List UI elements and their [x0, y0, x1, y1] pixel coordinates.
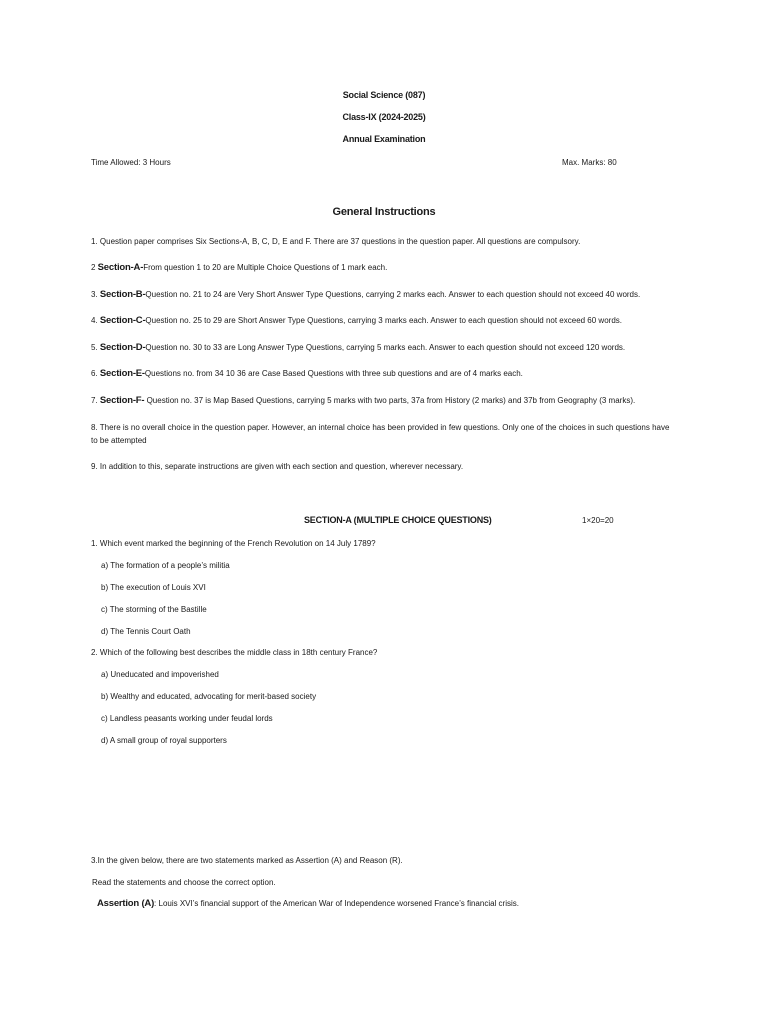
instruction-item	[91, 342, 625, 353]
section-label: Section-E-	[99, 368, 145, 379]
instruction-number: 4.	[91, 316, 100, 325]
question-text: 2. Which of the following best describes the middle class in 18th century France?	[91, 648, 378, 657]
instruction-text: Questions no. from 34 10 36 are Case Based Questions with three sub questions and are of 4 marks each.	[144, 369, 523, 378]
question-option: d) A small group of royal supporters	[101, 736, 227, 745]
instruction-text: 9. In addition to this, separate instructions are given with each section and question, wherever necessary.	[91, 462, 464, 471]
instruction-text: 8. There is no overall choice in the question paper. However, an internal choice has been provided in few questions. Only one of the choices in such questions have to be attempted	[91, 423, 670, 445]
instruction-text: From question 1 to 20 are Multiple Choice Questions of 1 mark each.	[143, 263, 388, 272]
instruction-item	[91, 289, 640, 300]
instruction-number: 3.	[91, 290, 100, 299]
question-option: c) The storming of the Bastille	[101, 605, 207, 614]
assertion-text: : Louis XVI’s financial support of the American War of Independence worsened France’s financial crisis.	[154, 899, 519, 908]
instruction-item	[91, 461, 463, 472]
instruction-item	[91, 315, 622, 326]
instruction-item	[91, 395, 635, 406]
question-text: 1. Which event marked the beginning of the French Revolution on 14 July 1789?	[91, 539, 376, 548]
instruction-text: Question no. 30 to 33 are Long Answer Type Questions, carrying 5 marks each. Answer to each question should not exceed 120 words.	[145, 343, 626, 352]
subject-title: Social Science (087)	[342, 90, 426, 100]
section-label: Section-F-	[99, 395, 145, 406]
section-label: Section-B-	[99, 289, 146, 300]
instruction-number: 6.	[91, 369, 100, 378]
instruction-item	[91, 262, 387, 273]
question-option: a) The formation of a people’s militia	[101, 561, 230, 570]
question-option: b) The execution of Louis XVI	[101, 583, 206, 592]
instruction-number: 5.	[91, 343, 100, 352]
instruction-number: 7.	[91, 396, 100, 405]
section-label: Section-A-	[97, 262, 144, 273]
instruction-text: 1. Question paper comprises Six Sections-A, B, C, D, E and F. There are 37 questions in the question paper. All questions are compulsory.	[91, 237, 581, 246]
instructions-title: General Instructions	[332, 206, 436, 218]
question-option: b) Wealthy and educated, advocating for merit-based society	[101, 692, 317, 701]
exam-name: Annual Examination	[342, 134, 426, 144]
section-a-marks: 1×20=20	[582, 516, 614, 525]
question-option: a) Uneducated and impoverished	[101, 670, 219, 679]
max-marks: Max. Marks: 80	[562, 158, 617, 167]
instruction-item	[91, 368, 523, 379]
question-option: c) Landless peasants working under feudal lords	[101, 714, 273, 723]
section-label: Section-D-	[99, 342, 146, 353]
assertion-line	[97, 898, 519, 909]
section-label: Section-C-	[99, 315, 146, 326]
instruction-text: Question no. 21 to 24 are Very Short Answer Type Questions, carrying 2 marks each. Answer to each question should not exceed 40 words.	[145, 290, 641, 299]
section-a-title: SECTION-A (MULTIPLE CHOICE QUESTIONS)	[304, 515, 492, 525]
assertion-label: Assertion (A)	[97, 898, 155, 909]
instruction-item	[91, 421, 671, 447]
instruction-text: Question no. 37 is Map Based Questions, carrying 5 marks with two parts, 37a from History (2 marks) and 37b from Geography (3 marks).	[144, 396, 636, 405]
question-text: 3.In the given below, there are two statements marked as Assertion (A) and Reason (R).	[91, 856, 403, 865]
instruction-item	[91, 236, 580, 247]
class-year: Class-IX (2024-2025)	[342, 112, 426, 122]
question-option: d) The Tennis Court Oath	[101, 627, 191, 636]
question-instruction: Read the statements and choose the correct option.	[92, 878, 276, 887]
instruction-text: Question no. 25 to 29 are Short Answer Type Questions, carrying 3 marks each. Answer to each question should not exceed 60 words.	[145, 316, 622, 325]
time-allowed: Time Allowed: 3 Hours	[91, 158, 171, 167]
instruction-number: 2	[91, 263, 98, 272]
